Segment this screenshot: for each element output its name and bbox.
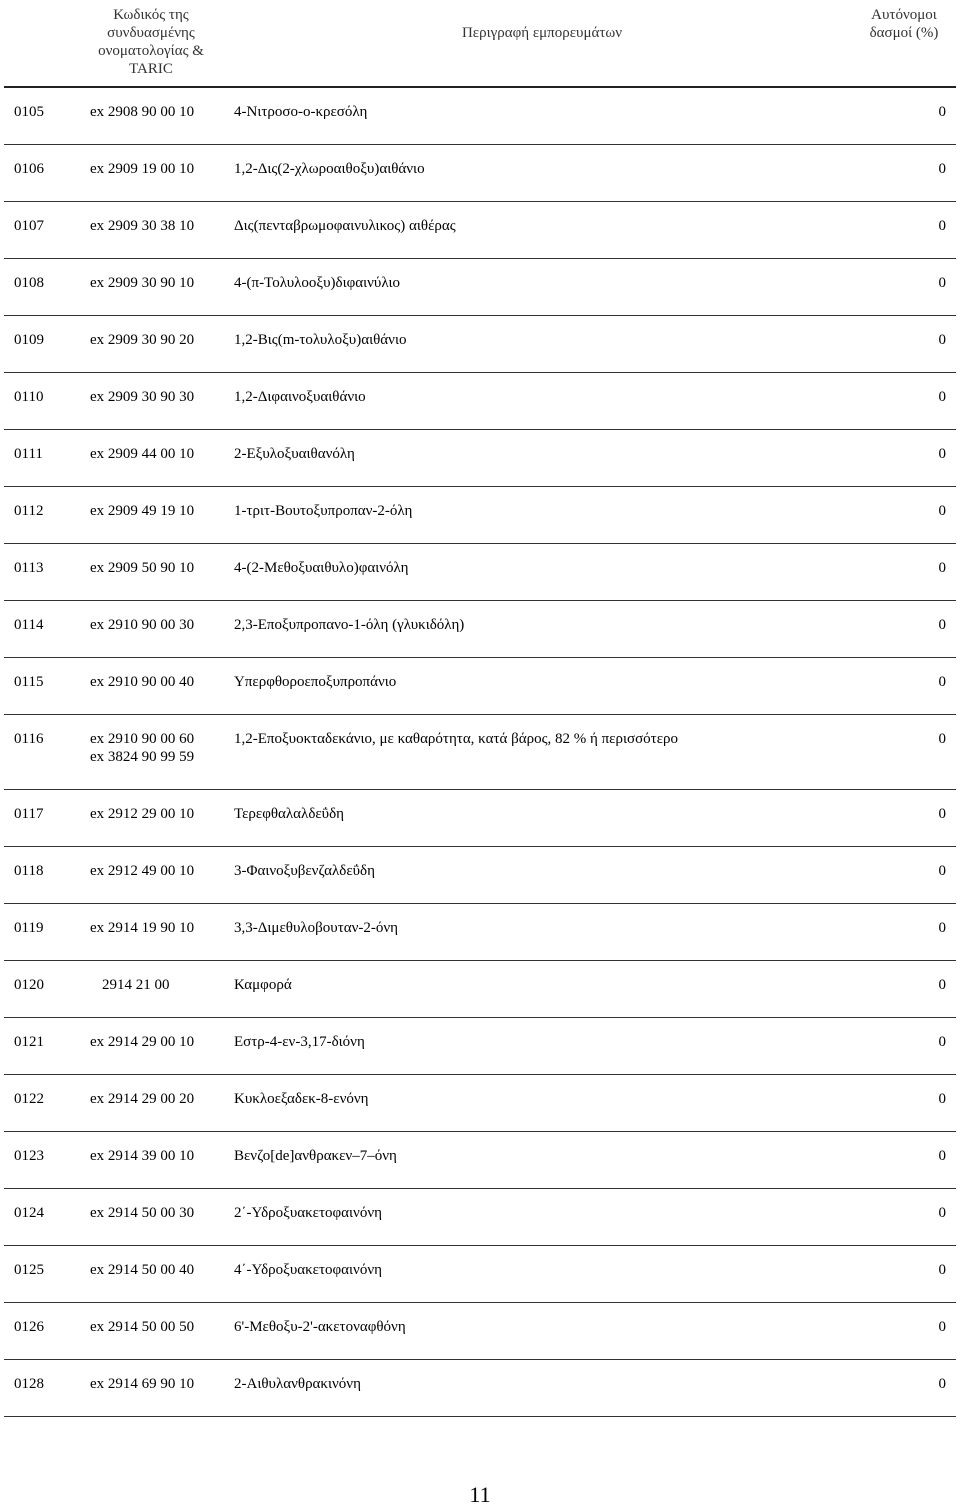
table-row [4,1132,956,1189]
duty-rate: 0 [938,617,946,633]
cn-code-cell [90,616,194,634]
table-body [4,88,956,1417]
duty-rate: 0 [938,674,946,690]
duty-rate: 0 [938,731,946,747]
row-number: 0116 [14,731,44,747]
cn-code: ex 2909 30 38 10 [90,218,195,234]
cn-code-cell [90,217,194,235]
cn-code-cell [90,103,194,121]
cn-code: ex 2914 50 00 50 [90,1319,195,1335]
duty-rate: 0 [938,104,946,120]
header-code-column [84,6,218,78]
row-number: 0124 [14,1205,44,1221]
row-number: 0123 [14,1148,44,1164]
header-code-line: ονοματολογίας & [98,43,204,59]
duty-rate: 0 [938,1034,946,1050]
table-row [4,202,956,259]
row-number: 0125 [14,1262,44,1278]
table-row [4,790,956,847]
duty-rate: 0 [938,1376,946,1392]
goods-description: 4΄-Υδροξυακετοφαινόνη [234,1262,382,1278]
cn-code: ex 2914 19 90 10 [90,920,195,936]
table-row [4,544,956,601]
cn-code: ex 2909 19 00 10 [90,161,195,177]
goods-description: 1,2-Διφαινοξυαιθάνιο [234,389,366,405]
cn-code: ex 2912 49 00 10 [90,863,195,879]
cn-code: ex 3824 90 99 59 [90,749,195,765]
row-number: 0121 [14,1034,44,1050]
cn-code-cell [90,559,194,577]
cn-code: ex 2914 29 00 20 [90,1091,195,1107]
goods-description: Τερεφθαλαλδεΰδη [234,806,345,822]
row-number: 0112 [14,503,44,519]
goods-description: Δις(πενταβρωμοφαινυλικος) αιθέρας [234,218,456,234]
duty-rate: 0 [938,332,946,348]
goods-description: 2-Εξυλοξυαιθανόλη [234,446,355,462]
cn-code-cell [90,1033,194,1051]
row-number: 0114 [14,617,44,633]
goods-description: 2΄-Υδροξυακετοφαινόνη [234,1205,382,1221]
row-number: 0118 [14,863,44,879]
cn-code-cell [90,1147,194,1165]
cn-code-cell [90,919,194,937]
table-row [4,1018,956,1075]
goods-description: 1,2-Εποξυοκταδεκάνιο, με καθαρότητα, κατά βάρος, 82 % ή περισσότερο [234,731,678,747]
duty-rate: 0 [938,1319,946,1335]
goods-description: 1,2-Βις(m-τολυλοξυ)αιθάνιο [234,332,407,348]
table-row [4,847,956,904]
row-number: 0119 [14,920,44,936]
table-row [4,259,956,316]
goods-description: 1-τριτ-Βουτοξυπροπαν-2-όλη [234,503,413,519]
cn-code: ex 2909 44 00 10 [90,446,195,462]
header-rate-line: Αυτόνομοι [871,7,937,23]
cn-code-cell [90,1261,194,1279]
row-number: 0117 [14,806,44,822]
duty-rate: 0 [938,1091,946,1107]
duty-rate: 0 [938,1205,946,1221]
table-row [4,1360,956,1417]
row-number: 0128 [14,1376,44,1392]
duty-rate: 0 [938,806,946,822]
row-number: 0111 [14,446,43,462]
row-number: 0115 [14,674,44,690]
cn-code: ex 2909 50 90 10 [90,560,195,576]
goods-description: 2,3-Εποξυπροπανο-1-όλη (γλυκιδόλη) [234,617,465,633]
cn-code: ex 2914 50 00 40 [90,1262,195,1278]
goods-description: Κυκλοεξαδεκ-8-ενόνη [234,1091,369,1107]
duty-rate: 0 [938,275,946,291]
cn-code-cell [90,502,194,520]
cn-code: ex 2910 90 00 60 [90,731,195,747]
table-row [4,430,956,487]
cn-code: ex 2909 49 19 10 [90,503,195,519]
cn-code-cell [90,331,194,349]
cn-code-cell [90,673,194,691]
cn-code: ex 2909 30 90 30 [90,389,195,405]
goods-description: 4-(π-Τολυλοοξυ)διφαινύλιο [234,275,400,291]
cn-code: ex 2912 29 00 10 [90,806,195,822]
table-row [4,904,956,961]
table-row [4,715,956,790]
table-row [4,601,956,658]
goods-description: Καμφορά [234,977,292,993]
header-code-line: Κωδικός της [113,7,189,23]
cn-code-cell [90,1375,194,1393]
cn-code-cell [90,1318,194,1336]
cn-code: ex 2910 90 00 40 [90,674,195,690]
duty-rate: 0 [938,920,946,936]
goods-description: Υπερφθοροεποξυπροπάνιο [234,674,397,690]
row-number: 0109 [14,332,44,348]
cn-code: ex 2914 50 00 30 [90,1205,195,1221]
row-number: 0110 [14,389,44,405]
table-row [4,373,956,430]
cn-code-cell [90,388,194,406]
cn-code-cell [102,976,170,994]
duty-rate: 0 [938,1148,946,1164]
duty-rate: 0 [938,218,946,234]
cn-code: ex 2909 30 90 10 [90,275,195,291]
goods-description: 4-(2-Μεθοξυαιθυλο)φαινόλη [234,560,409,576]
table-row [4,145,956,202]
goods-description: 3-Φαινοξυβενζαλδεΰδη [234,863,375,879]
table-row [4,316,956,373]
duty-rate: 0 [938,977,946,993]
cn-code-cell [90,274,194,292]
header-code-line: TARIC [129,61,173,77]
header-rate-line: δασμοί (%) [869,25,939,41]
goods-description: 3,3-Διμεθυλοβουταν-2-όνη [234,920,398,936]
goods-description: 2-Αιθυλανθρακινόνη [234,1376,361,1392]
goods-description: 1,2-Δις(2-χλωροαιθοξυ)αιθάνιο [234,161,425,177]
cn-code-cell [90,862,194,880]
duty-rate: 0 [938,389,946,405]
cn-code: ex 2914 29 00 10 [90,1034,195,1050]
cn-code: ex 2914 39 00 10 [90,1148,195,1164]
table-row [4,1189,956,1246]
cn-code: ex 2910 90 00 30 [90,617,195,633]
table-row [4,1303,956,1360]
duty-rate: 0 [938,446,946,462]
cn-code: 2914 21 00 [102,977,170,993]
table-row [4,1075,956,1132]
row-number: 0122 [14,1091,44,1107]
row-number: 0120 [14,977,44,993]
header-description-column: Περιγραφή εμπορευμάτων [461,25,623,41]
goods-description: Εστρ-4-εν-3,17-διόνη [234,1034,365,1050]
table-row [4,487,956,544]
cn-code-cell [90,1204,194,1222]
page-number: 11 [469,1482,491,1507]
cn-code: ex 2914 69 90 10 [90,1376,195,1392]
cn-code-cell [90,445,194,463]
row-number: 0105 [14,104,44,120]
header-rate-column [856,6,952,42]
duty-rate: 0 [938,1262,946,1278]
table-header [4,0,956,88]
cn-code: ex 2908 90 00 10 [90,104,195,120]
cn-code-cell [90,730,194,766]
cn-code-cell [90,1090,194,1108]
duty-rate: 0 [938,560,946,576]
cn-code: ex 2909 30 90 20 [90,332,195,348]
document-page [4,0,956,1417]
goods-description: Βενζο[de]ανθρακεν–7–όνη [234,1148,397,1164]
header-code-line: συνδυασμένης [107,25,195,41]
goods-description: 6'-Μεθοξυ-2'-ακετοναφθόνη [234,1319,406,1335]
goods-description: 4-Νιτροσο-ο-κρεσόλη [234,104,368,120]
row-number: 0107 [14,218,44,234]
cn-code-cell [90,160,194,178]
table-row [4,961,956,1018]
row-number: 0108 [14,275,44,291]
table-row [4,88,956,145]
duty-rate: 0 [938,863,946,879]
table-row [4,1246,956,1303]
cn-code-cell [90,805,194,823]
row-number: 0106 [14,161,44,177]
row-number: 0126 [14,1319,44,1335]
table-row [4,658,956,715]
duty-rate: 0 [938,503,946,519]
row-number: 0113 [14,560,44,576]
duty-rate: 0 [938,161,946,177]
